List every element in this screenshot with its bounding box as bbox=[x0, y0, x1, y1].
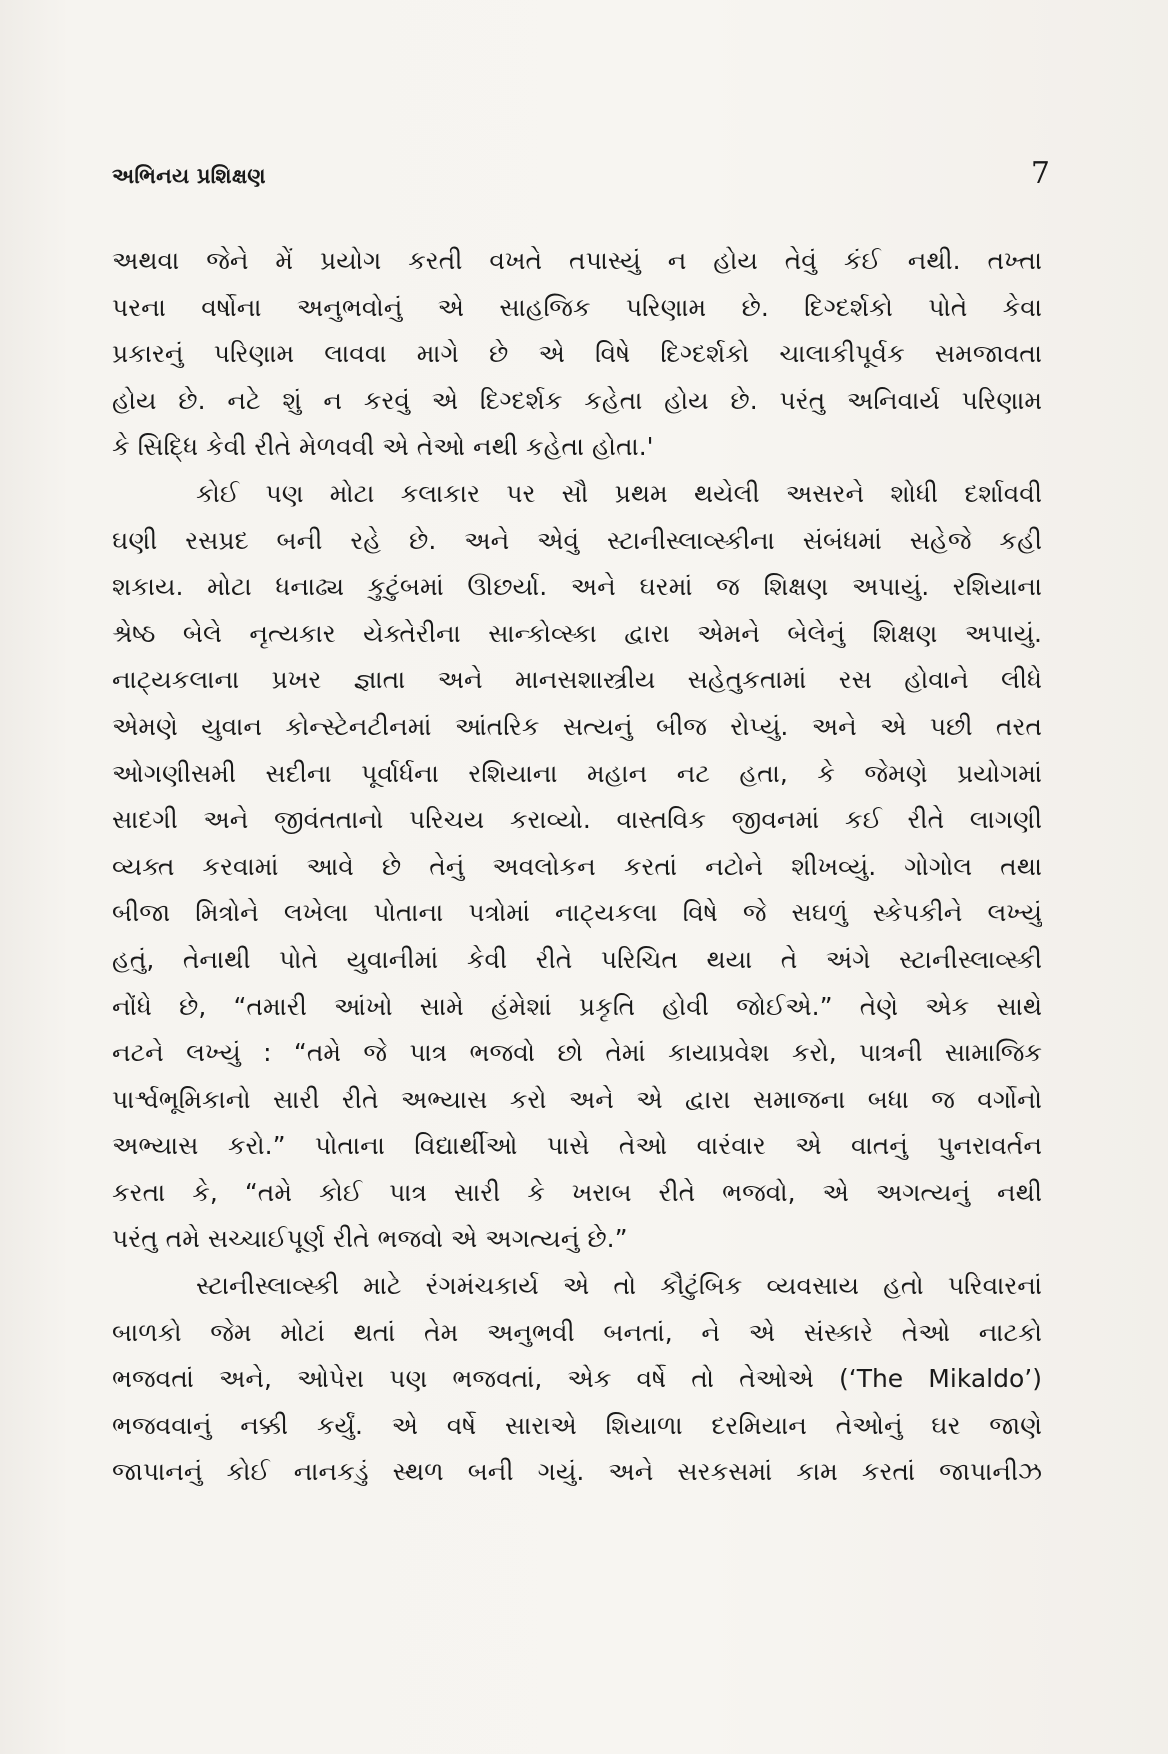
text-line: જાપાનનું કોઈ નાનકડું સ્થળ બની ગયું. અને સરકસમાં કામ કરતાં જાપાનીઝ bbox=[112, 1457, 1042, 1487]
text-line: હતું, તેનાથી પોતે યુવાનીમાં કેવી રીતે પરિચિત થયા તે અંગે સ્ટાનીસ્લાવ્સ્કી bbox=[112, 944, 1042, 974]
text-line: કરતા કે, “તમે કોઈ પાત્ર સારી કે ખરાબ રીતે ભજવો, એ અગત્યનું નથી bbox=[112, 1177, 1042, 1207]
text-line: પાર્શ્વભૂમિકાનો સારી રીતે અભ્યાસ કરો અને એ દ્વારા સમાજના બધા જ વર્ગોનો bbox=[112, 1084, 1042, 1114]
text-line: વ્યક્ત કરવામાં આવે છે તેનું અવલોકન કરતાં નટોને શીખવ્યું. ગોગોલ તથા bbox=[112, 851, 1042, 881]
chapter-title: અભિનય પ્રશિક્ષણ bbox=[112, 164, 266, 188]
text-line: કોઈ પણ મોટા કલાકાર પર સૌ પ્રથમ થયેલી અસરને શોધી દર્શાવવી bbox=[196, 478, 1042, 508]
text-line: અથવા જેને મેં પ્રયોગ કરતી વખતે તપાસ્યું ન હોય તેવું કંઈ નથી. તખ્તા bbox=[112, 246, 1042, 275]
text-line: શ્રેષ્ઠ બેલે નૃત્યકાર યેક્તેરીના સાન્કોવ્સ્કા દ્વારા એમને બેલેનું શિક્ષણ અપાયું. bbox=[112, 618, 1042, 648]
text-line: પરના વર્ષોના અનુભવોનું એ સાહજિક પરિણામ છે. દિગ્દર્શકો પોતે કેવા bbox=[112, 292, 1042, 322]
paragraph bbox=[112, 471, 1042, 1263]
text-line: પ્રકારનું પરિણામ લાવવા માગે છે એ વિષે દિગ્દર્શકો ચાલાકીપૂર્વક સમજાવતા bbox=[112, 339, 1042, 369]
running-header bbox=[112, 156, 1050, 196]
body-text bbox=[112, 238, 1042, 1496]
text-line: ઓગણીસમી સદીના પૂર્વાર્ધના રશિયાના મહાન નટ હતા, કે જેમણે પ્રયોગમાં bbox=[112, 758, 1042, 788]
text-line: શકાય. મોટા ધનાઢ્ય કુટુંબમાં ઊછર્યા. અને ઘરમાં જ શિક્ષણ અપાયું. રશિયાના bbox=[112, 572, 1042, 602]
text-line: બાળકો જેમ મોટાં થતાં તેમ અનુભવી બનતાં, ને એ સંસ્કારે તેઓ નાટકો bbox=[112, 1317, 1042, 1347]
text-line: હોય છે. નટે શું ન કરવું એ દિગ્દર્શક કહેતા હોય છે. પરંતુ અનિવાર્ય પરિણામ bbox=[112, 385, 1042, 415]
paragraph bbox=[112, 1263, 1042, 1496]
text-line: સાદગી અને જીવંતતાનો પરિચય કરાવ્યો. વાસ્તવિક જીવનમાં કઈ રીતે લાગણી bbox=[112, 805, 1042, 835]
text-line: નટને લખ્યું : “તમે જે પાત્ર ભજવો છો તેમાં કાયાપ્રવેશ કરો, પાત્રની સામાજિક bbox=[112, 1038, 1042, 1068]
paragraph bbox=[112, 238, 1042, 471]
page-number: 7 bbox=[1030, 156, 1050, 191]
text-line: ભજવતાં અને, ઓપેરા પણ ભજવતાં, એક વર્ષે તો તેઓએ (‘The Mikaldo’) bbox=[112, 1364, 1042, 1394]
text-line: સ્ટાનીસ્લાવ્સ્કી માટે રંગમંચકાર્ય એ તો કૌટુંબિક વ્યવસાય હતો પરિવારનાં bbox=[196, 1271, 1042, 1301]
text-line: કે સિદ્ધિ કેવી રીતે મેળવવી એ તેઓ નથી કહેતા હોતા.' bbox=[112, 432, 654, 462]
text-line: એમણે યુવાન કોન્સ્ટેનટીનમાં આંતરિક સત્યનું બીજ રોપ્યું. અને એ પછી તરત bbox=[112, 711, 1042, 741]
text-line: ભજવવાનું નક્કી કર્યું. એ વર્ષે સારાએ શિયાળા દરમિયાન તેઓનું ઘર જાણે bbox=[112, 1410, 1042, 1440]
text-line: પરંતુ તમે સચ્ચાઈપૂર્ણ રીતે ભજવો એ અગત્યનું છે.” bbox=[112, 1224, 628, 1254]
text-line: બીજા મિત્રોને લખેલા પોતાના પત્રોમાં નાટ્યકલા વિષે જે સઘળું સ્કેપકીને લખ્યું bbox=[112, 898, 1042, 928]
text-line: નોંધે છે, “તમારી આંખો સામે હંમેશાં પ્રકૃતિ હોવી જોઈએ.” તેણે એક સાથે bbox=[112, 991, 1042, 1021]
text-line: ઘણી રસપ્રદ બની રહે છે. અને એવું સ્ટાનીસ્લાવ્સ્કીના સંબંધમાં સહેજે કહી bbox=[112, 525, 1042, 555]
text-line: નાટ્યકલાના પ્રખર જ્ઞાતા અને માનસશાસ્ત્રીય સહેતુકતામાં રસ હોવાને લીધે bbox=[112, 665, 1042, 695]
text-line: અભ્યાસ કરો.” પોતાના વિદ્યાર્થીઓ પાસે તેઓ વારંવાર એ વાતનું પુનરાવર્તન bbox=[112, 1131, 1042, 1161]
